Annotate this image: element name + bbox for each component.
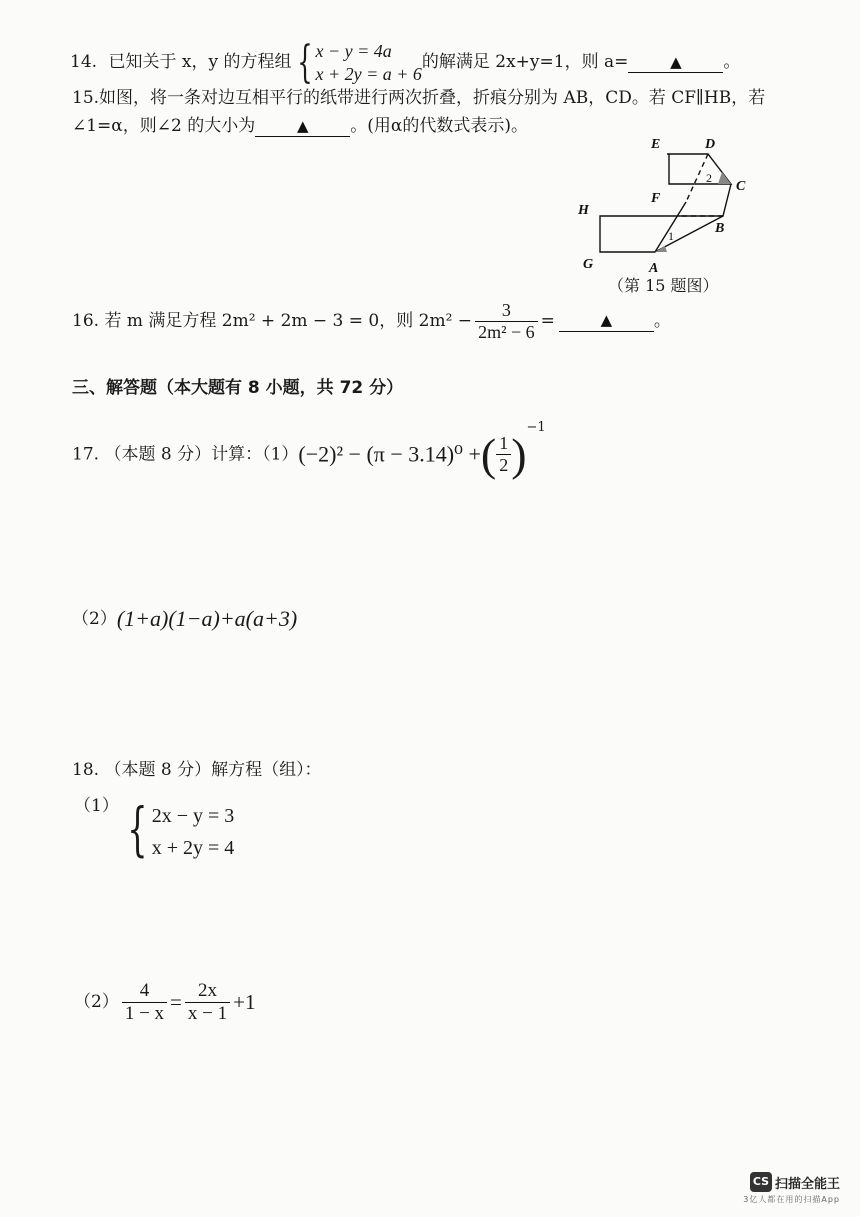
q16-prefix: 16. 若 m 满足方程 2m² + 2m − 3 = 0，则 2m² − — [72, 310, 473, 331]
q18-right-fraction — [185, 980, 230, 1025]
q17-fraction — [496, 433, 511, 475]
question-17-part2 — [72, 606, 297, 632]
q18-system — [152, 800, 235, 864]
app-name: 扫描全能王 — [774, 1176, 840, 1192]
answer-blank-14[interactable] — [628, 52, 723, 73]
scanner-app-logo — [743, 1172, 840, 1205]
label-A: A — [649, 261, 659, 274]
label-C: C — [736, 179, 746, 194]
question-18: 18. （本题 8 分）解方程（组）： — [72, 760, 322, 780]
answer-blank-15[interactable] — [255, 116, 350, 137]
q18-p1-label: （1） — [74, 796, 119, 816]
question-16 — [72, 300, 671, 342]
q16-den: 2m² − 6 — [475, 321, 538, 343]
figure-15-caption: （第 15 题图） — [608, 276, 719, 295]
q17-rparen: ) — [511, 428, 527, 480]
question-15-line1: 15.如图，将一条对边互相平行的纸带进行两次折叠，折痕分别为 AB，CD。若 CF∥HB，若 — [72, 88, 766, 108]
question-14 — [70, 36, 741, 88]
q17-frac-den: 2 — [496, 454, 511, 476]
q14-eq2: x + 2y = a + 6 — [315, 63, 422, 84]
line-ab — [655, 216, 723, 252]
q14-eq1: x − y = 4a — [315, 41, 392, 61]
label-angle-1: 1 — [668, 229, 674, 243]
label-B: B — [715, 221, 725, 236]
q18-r-den: x − 1 — [185, 1002, 230, 1025]
q16-num: 3 — [501, 300, 511, 320]
q18-l-den: 1 − x — [122, 1002, 167, 1025]
fold-cd-dashed — [686, 154, 708, 202]
q17-frac-num: 1 — [499, 433, 509, 454]
question-15-line2 — [72, 116, 528, 137]
q18-brace: { — [127, 795, 148, 863]
q15-line2-post: 。(用α的代数式表示)。 — [350, 116, 528, 136]
q18-l-num: 4 — [139, 980, 150, 1001]
label-H: H — [578, 203, 589, 218]
section-3-title: 三、解答题（本大题有 8 小题，共 72 分） — [72, 378, 404, 398]
app-tagline: 3亿人都在用的扫描App — [743, 1195, 840, 1204]
q17-p2-label: （2） — [72, 609, 117, 629]
q15-line2-pre: ∠1=α，则∠2 的大小为 — [72, 116, 256, 136]
q18-p2-label: （2） — [74, 992, 119, 1013]
q18-left-fraction — [122, 980, 167, 1025]
q18-eq1: 2x − y = 3 — [151, 805, 235, 827]
question-18-part2 — [74, 980, 255, 1025]
q14-mid: 的解满足 2x+y=1，则 a= — [421, 52, 629, 72]
label-D: D — [705, 137, 716, 152]
label-E: E — [651, 137, 661, 152]
question-18-part1 — [74, 796, 234, 864]
figure-15 — [575, 132, 775, 274]
q14-brace: { — [297, 36, 314, 88]
q18-eq: = — [170, 989, 182, 1014]
q14-end: 。 — [723, 52, 741, 72]
cs-badge-icon: CS — [750, 1172, 772, 1192]
q14-prefix: 已知关于 x，y 的方程组 — [108, 52, 292, 72]
q14-system — [315, 40, 421, 85]
q18-eq2: x + 2y = 4 — [151, 837, 235, 859]
q17-expr1: (−2)² − (π − 3.14)⁰ + — [298, 441, 481, 467]
q18-tail: +1 — [233, 989, 256, 1014]
q17-head: 17. （本题 8 分）计算：（1） — [72, 444, 299, 465]
q16-fraction — [475, 300, 538, 342]
q14-text: 14. — [70, 52, 98, 72]
question-17 — [72, 420, 546, 478]
answer-blank-16[interactable] — [559, 310, 654, 331]
blank-marker-icon: ▲ — [670, 53, 682, 71]
blank-marker-icon: ▲ — [600, 311, 613, 330]
q17-lparen: ( — [480, 428, 497, 480]
label-G: G — [583, 257, 594, 272]
strip-middle — [677, 184, 731, 216]
q16-eq: = — [540, 310, 555, 331]
label-F: F — [651, 191, 661, 206]
blank-marker-icon: ▲ — [296, 117, 309, 135]
q17-expr2: (1+a)(1−a)+a(a+3) — [116, 606, 298, 631]
q17-exponent: −1 — [526, 420, 546, 435]
label-angle-2: 2 — [706, 171, 712, 185]
q16-end: 。 — [653, 310, 671, 331]
angle-2-shade — [718, 172, 731, 184]
q18-r-num: 2x — [198, 980, 217, 1001]
